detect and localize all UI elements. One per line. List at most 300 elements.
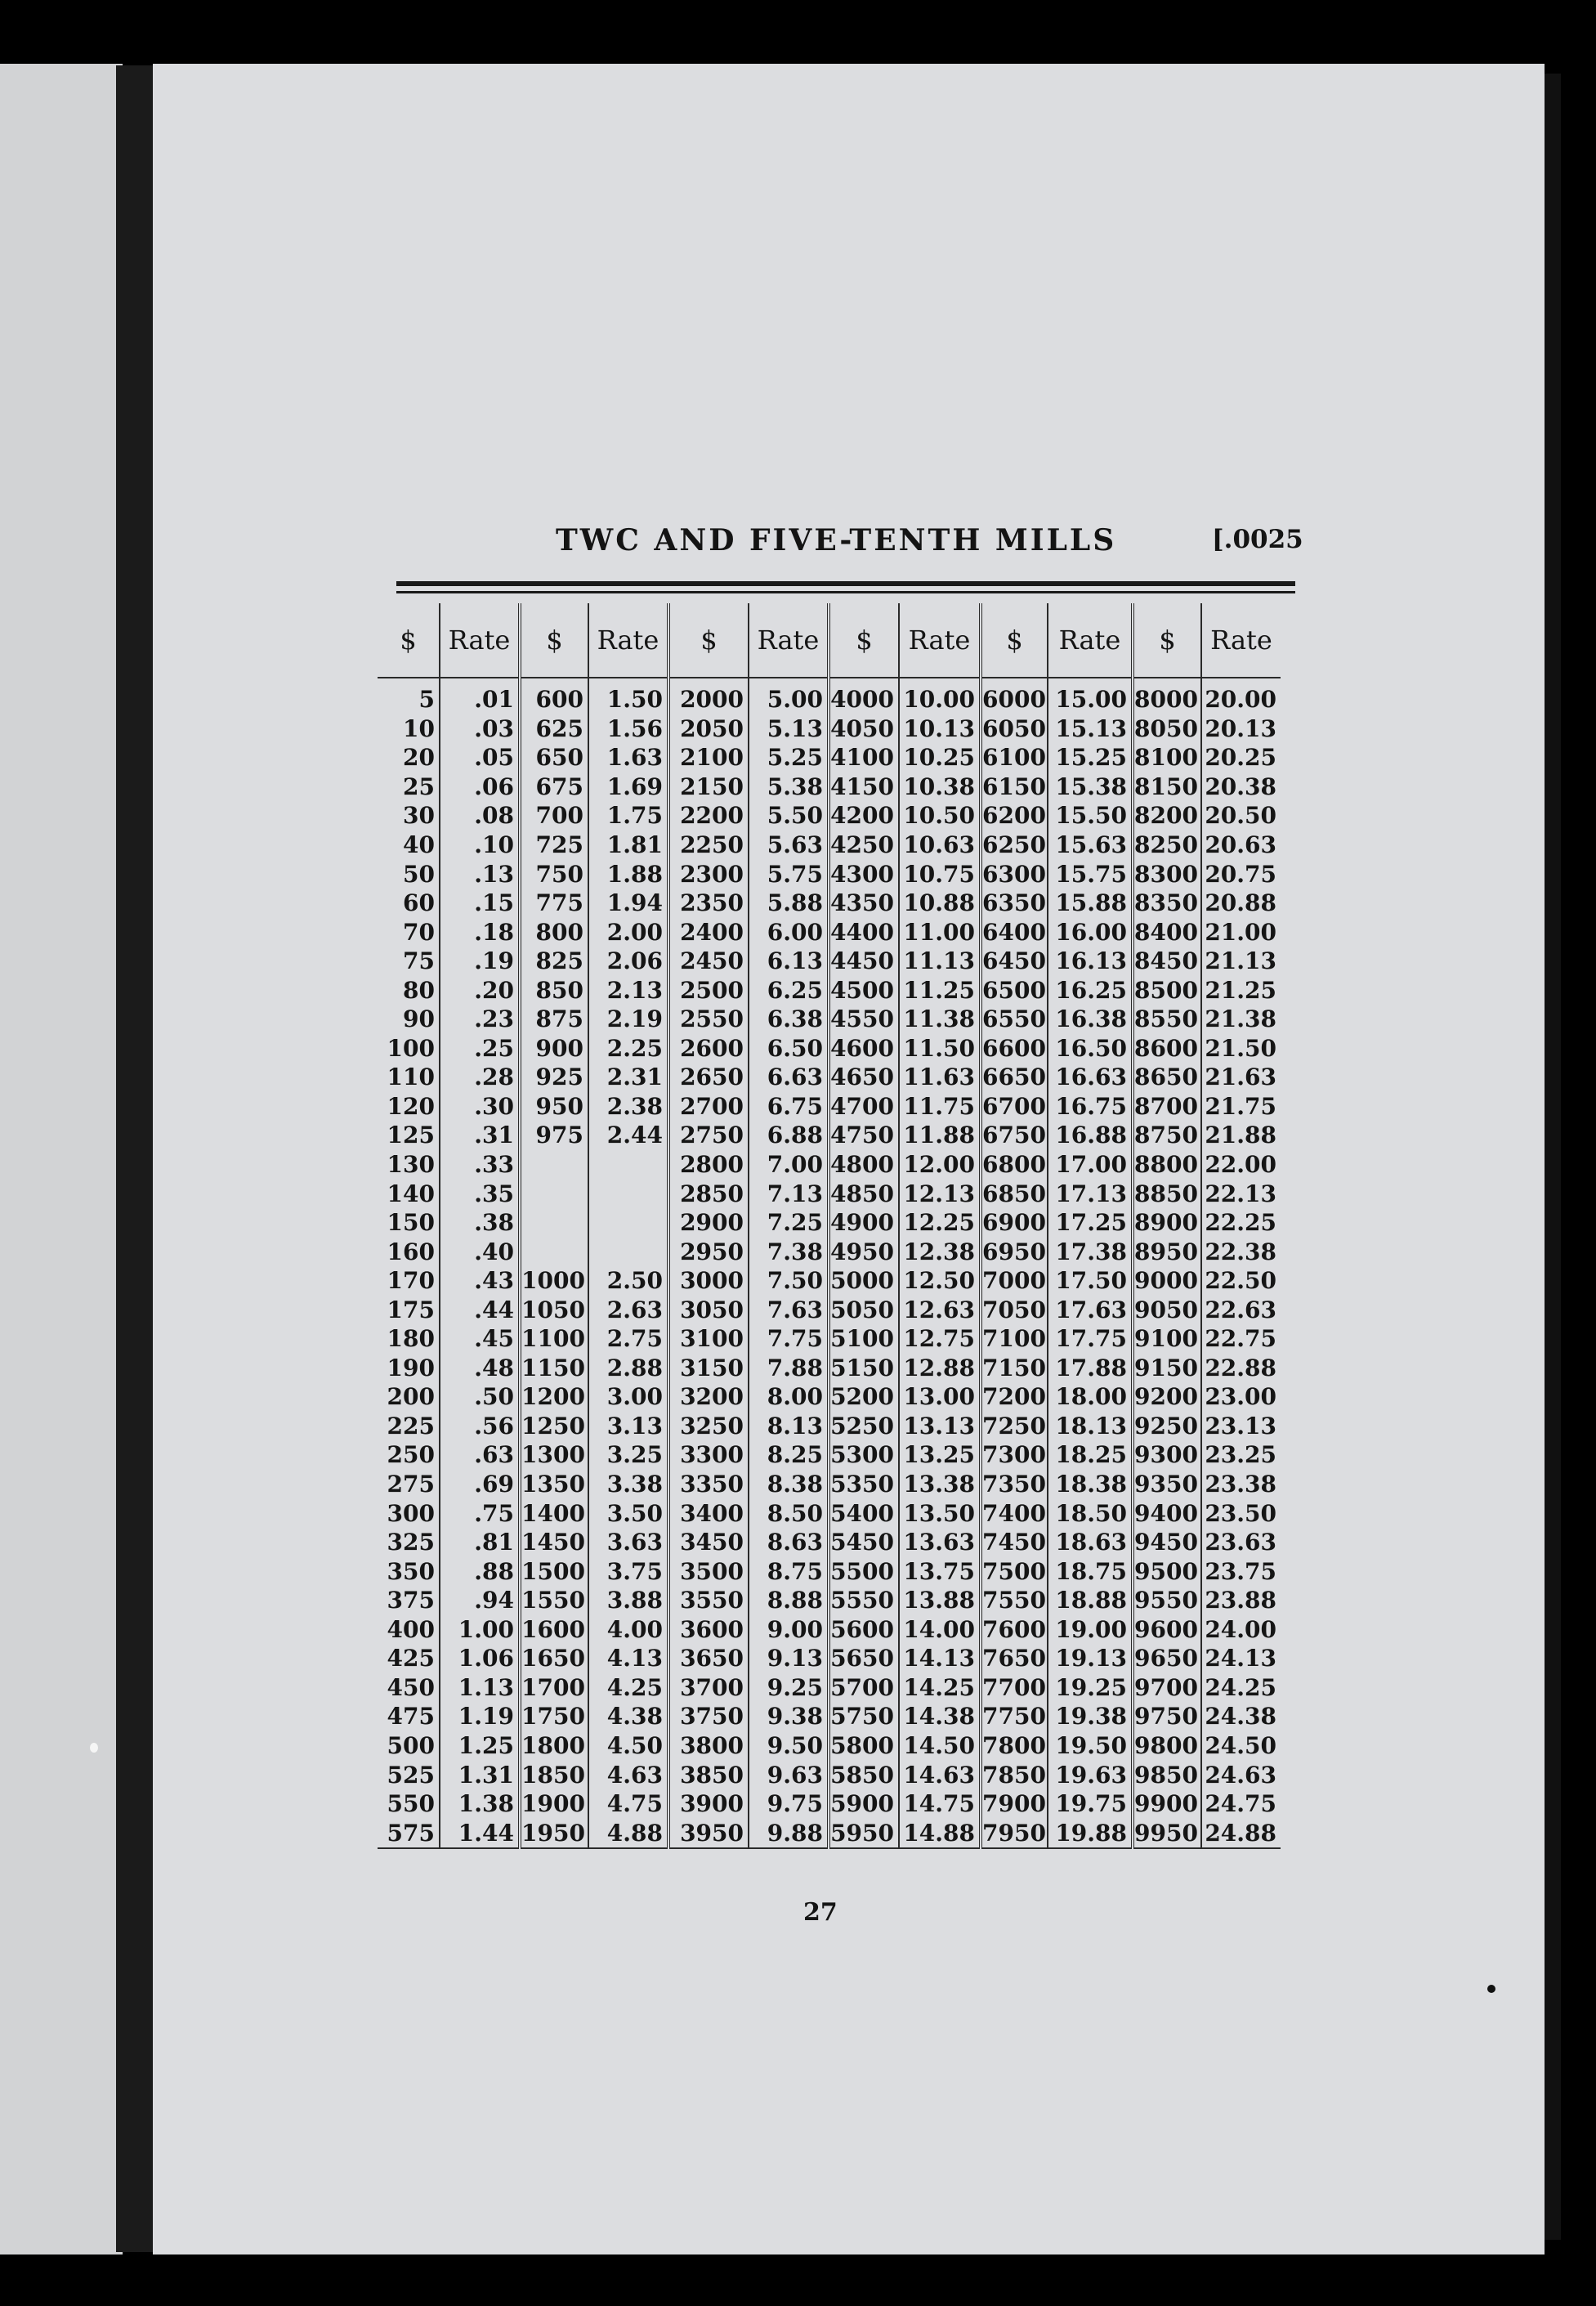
table-row	[378, 1092, 1281, 1122]
amount-cell: 3200	[668, 1382, 749, 1412]
rate-cell: 1.94	[588, 889, 668, 918]
amount-cell: 950	[520, 1092, 588, 1122]
rate-cell: 1.38	[440, 1789, 520, 1819]
amount-cell: 675	[520, 772, 588, 802]
table-row	[378, 1615, 1281, 1645]
rate-cell: 15.63	[1048, 831, 1133, 860]
amount-cell: 7450	[981, 1528, 1048, 1557]
amount-cell: 9500	[1133, 1556, 1201, 1586]
rate-cell: 22.63	[1201, 1295, 1281, 1324]
amount-cell: 6300	[981, 859, 1048, 889]
rate-cell: 12.63	[899, 1295, 981, 1324]
rate-cell: 8.50	[749, 1498, 829, 1528]
amount-cell: 120	[387, 1092, 435, 1120]
rate-cell: .05	[440, 743, 520, 772]
amount-cell: 6650	[981, 1063, 1048, 1092]
rate-cell: 17.50	[1048, 1266, 1133, 1296]
amount-cell: 2050	[668, 714, 749, 744]
rate-cell: 24.63	[1201, 1760, 1281, 1789]
amount-cell: 2250	[668, 831, 749, 860]
table-row	[378, 1528, 1281, 1557]
column-header-amount: $	[520, 603, 588, 678]
amount-cell: 9650	[1133, 1644, 1201, 1673]
amount-cell: 8250	[1133, 831, 1201, 860]
amount-cell: 80	[403, 976, 435, 1004]
amount-cell: 2450	[668, 947, 749, 976]
rate-cell: 8.13	[749, 1412, 829, 1441]
amount-cell: 1200	[520, 1382, 588, 1412]
rate-cell: 9.88	[749, 1818, 829, 1848]
rate-cell: .19	[440, 947, 520, 976]
amount-cell: 7500	[981, 1556, 1048, 1586]
rate-cell: 11.00	[899, 917, 981, 947]
amount-cell: 2500	[668, 975, 749, 1005]
amount-cell: 9800	[1133, 1731, 1201, 1761]
amount-cell: 6350	[981, 889, 1048, 918]
amount-cell: 5100	[829, 1324, 899, 1354]
amount-cell: 4150	[829, 772, 899, 802]
rate-cell: 9.25	[749, 1673, 829, 1703]
rate-cell: 17.13	[1048, 1179, 1133, 1208]
amount-cell: 9150	[1133, 1354, 1201, 1383]
rate-cell: 24.88	[1201, 1818, 1281, 1848]
rate-cell	[588, 1237, 668, 1266]
rate-cell: 5.50	[749, 801, 829, 831]
amount-cell: 200	[387, 1383, 435, 1411]
table-row	[378, 743, 1281, 772]
amount-cell: 1950	[520, 1818, 588, 1848]
rate-cell: 21.38	[1201, 1005, 1281, 1034]
dust-speck	[90, 1743, 98, 1753]
rate-cell: 13.75	[899, 1556, 981, 1586]
rate-cell: 6.88	[749, 1121, 829, 1150]
amount-cell: 110	[387, 1063, 435, 1091]
rate-cell: 16.75	[1048, 1092, 1133, 1122]
rate-cell: .63	[440, 1440, 520, 1470]
rate-cell: 23.13	[1201, 1412, 1281, 1441]
rate-cell: 22.88	[1201, 1354, 1281, 1383]
amount-cell: 6050	[981, 714, 1048, 744]
amount-cell: 475	[387, 1703, 435, 1731]
rate-cell: 3.38	[588, 1470, 668, 1499]
rate-cell: 13.88	[899, 1586, 981, 1615]
amount-cell: 4900	[829, 1208, 899, 1238]
amount-cell: 250	[387, 1441, 435, 1469]
rate-cell: 9.50	[749, 1731, 829, 1761]
rate-cell: 13.13	[899, 1412, 981, 1441]
amount-cell: 7650	[981, 1644, 1048, 1673]
amount-cell: 3000	[668, 1266, 749, 1296]
amount-cell: 3950	[668, 1818, 749, 1848]
rate-cell: 22.38	[1201, 1237, 1281, 1266]
rate-cell: 22.25	[1201, 1208, 1281, 1238]
amount-cell: 525	[387, 1761, 435, 1789]
amount-cell: 1900	[520, 1789, 588, 1819]
amount-cell: 800	[520, 917, 588, 947]
rate-cell: 12.88	[899, 1354, 981, 1383]
table-row	[378, 1470, 1281, 1499]
rate-cell: 19.50	[1048, 1731, 1133, 1761]
rate-cell: 19.38	[1048, 1702, 1133, 1731]
rate-cell: 2.00	[588, 917, 668, 947]
rate-cell: 17.38	[1048, 1237, 1133, 1266]
amount-cell: 180	[387, 1325, 435, 1353]
rate-cell: .06	[440, 772, 520, 802]
amount-cell: 4650	[829, 1063, 899, 1092]
amount-cell: 400	[387, 1615, 435, 1643]
rate-cell: .43	[440, 1266, 520, 1296]
rate-cell: 2.63	[588, 1295, 668, 1324]
amount-cell: 6750	[981, 1121, 1048, 1150]
rate-cell: 15.25	[1048, 743, 1133, 772]
amount-cell: 4400	[829, 917, 899, 947]
amount-cell: 7250	[981, 1412, 1048, 1441]
table-row	[378, 1179, 1281, 1208]
column-header-amount: $	[829, 603, 899, 678]
amount-cell: 350	[387, 1557, 435, 1585]
amount-cell: 5000	[829, 1266, 899, 1296]
table-row	[378, 1498, 1281, 1528]
rate-cell: 8.25	[749, 1440, 829, 1470]
rate-cell: 24.75	[1201, 1789, 1281, 1819]
table-row	[378, 1586, 1281, 1615]
rate-cell: 20.88	[1201, 889, 1281, 918]
amount-cell: 275	[387, 1471, 435, 1498]
rate-cell: 23.00	[1201, 1382, 1281, 1412]
amount-cell: 20	[403, 744, 435, 772]
rate-cell: .40	[440, 1237, 520, 1266]
rate-cell: 23.38	[1201, 1470, 1281, 1499]
rate-cell: 14.38	[899, 1702, 981, 1731]
amount-cell: 4850	[829, 1179, 899, 1208]
rate-cell: 2.06	[588, 947, 668, 976]
amount-cell: 4550	[829, 1005, 899, 1034]
amount-cell: 9100	[1133, 1324, 1201, 1354]
rate-cell: 18.88	[1048, 1586, 1133, 1615]
column-header-amount: $	[981, 603, 1048, 678]
rate-cell: 15.13	[1048, 714, 1133, 744]
amount-cell: 9700	[1133, 1673, 1201, 1703]
rate-cell: .15	[440, 889, 520, 918]
rate-cell: 12.25	[899, 1208, 981, 1238]
rate-cell: 16.25	[1048, 975, 1133, 1005]
amount-cell: 4350	[829, 889, 899, 918]
amount-cell: 3400	[668, 1498, 749, 1528]
table-row	[378, 1295, 1281, 1324]
amount-cell: 7700	[981, 1673, 1048, 1703]
rate-cell: 17.25	[1048, 1208, 1133, 1238]
table-row	[378, 714, 1281, 744]
rate-cell: 7.38	[749, 1237, 829, 1266]
table-body	[378, 678, 1281, 1848]
amount-cell: 7850	[981, 1760, 1048, 1789]
amount-cell: 9300	[1133, 1440, 1201, 1470]
rate-cell: 11.38	[899, 1005, 981, 1034]
amount-cell: 3250	[668, 1412, 749, 1441]
rate-cell: 8.88	[749, 1586, 829, 1615]
rate-cell: .33	[440, 1150, 520, 1180]
rate-cell: 5.13	[749, 714, 829, 744]
rate-cell: 20.00	[1201, 678, 1281, 714]
amount-cell: 700	[520, 801, 588, 831]
amount-cell: 2650	[668, 1063, 749, 1092]
rate-cell: 18.00	[1048, 1382, 1133, 1412]
rate-cell: .50	[440, 1382, 520, 1412]
column-header-rate: Rate	[749, 603, 829, 678]
amount-cell: 4750	[829, 1121, 899, 1150]
amount-cell: 90	[403, 1005, 435, 1033]
amount-cell: 2700	[668, 1092, 749, 1122]
rate-cell: 4.88	[588, 1818, 668, 1848]
table-row	[378, 1673, 1281, 1703]
rate-cell: 1.13	[440, 1673, 520, 1703]
amount-cell: 170	[387, 1267, 435, 1295]
rate-cell: 18.38	[1048, 1470, 1133, 1499]
rate-cell: .69	[440, 1470, 520, 1499]
rate-cell	[588, 1150, 668, 1180]
amount-cell: 9250	[1133, 1412, 1201, 1441]
rate-cell: .01	[440, 678, 520, 714]
amount-cell: 5850	[829, 1760, 899, 1789]
amount-cell: 1550	[520, 1586, 588, 1615]
amount-cell: 625	[520, 714, 588, 744]
amount-cell: 130	[387, 1151, 435, 1179]
rate-cell: 3.75	[588, 1556, 668, 1586]
amount-cell: 550	[387, 1790, 435, 1818]
amount-cell: 225	[387, 1412, 435, 1440]
amount-cell: 7150	[981, 1354, 1048, 1383]
rate-cell: 15.50	[1048, 801, 1133, 831]
amount-cell: 5050	[829, 1295, 899, 1324]
rate-cell: 19.75	[1048, 1789, 1133, 1819]
column-header-rate: Rate	[588, 603, 668, 678]
amount-cell: 6700	[981, 1092, 1048, 1122]
amount-cell: 190	[387, 1354, 435, 1381]
rate-cell: 12.50	[899, 1266, 981, 1296]
rate-cell: 14.63	[899, 1760, 981, 1789]
amount-cell	[520, 1237, 588, 1266]
rate-cell: 2.50	[588, 1266, 668, 1296]
amount-cell: 7000	[981, 1266, 1048, 1296]
rate-cell: 17.88	[1048, 1354, 1133, 1383]
rate-cell: 11.63	[899, 1063, 981, 1092]
amount-cell: 150	[387, 1209, 435, 1237]
rate-cell: 18.25	[1048, 1440, 1133, 1470]
amount-cell: 8500	[1133, 975, 1201, 1005]
rate-cell: .18	[440, 917, 520, 947]
amount-cell: 9200	[1133, 1382, 1201, 1412]
rate-cell: 14.50	[899, 1731, 981, 1761]
amount-cell: 9050	[1133, 1295, 1201, 1324]
rate-cell: 5.25	[749, 743, 829, 772]
amount-cell	[520, 1150, 588, 1180]
rate-cell: 5.88	[749, 889, 829, 918]
rate-cell: 10.38	[899, 772, 981, 802]
amount-cell: 2300	[668, 859, 749, 889]
amount-cell: 1650	[520, 1644, 588, 1673]
rate-cell: 16.88	[1048, 1121, 1133, 1150]
rate-cell: 1.56	[588, 714, 668, 744]
rate-cell: 3.13	[588, 1412, 668, 1441]
amount-cell: 4250	[829, 831, 899, 860]
amount-cell: 7400	[981, 1498, 1048, 1528]
rate-cell: 16.50	[1048, 1034, 1133, 1063]
rate-cell: .10	[440, 831, 520, 860]
amount-cell: 3300	[668, 1440, 749, 1470]
amount-cell: 7550	[981, 1586, 1048, 1615]
amount-cell: 7050	[981, 1295, 1048, 1324]
amount-cell: 4300	[829, 859, 899, 889]
amount-cell: 8600	[1133, 1034, 1201, 1063]
amount-cell: 2400	[668, 917, 749, 947]
amount-cell: 6500	[981, 975, 1048, 1005]
amount-cell: 8000	[1133, 678, 1201, 714]
rate-cell: 16.63	[1048, 1063, 1133, 1092]
rate-cell: 11.50	[899, 1034, 981, 1063]
table-row	[378, 917, 1281, 947]
amount-cell: 160	[387, 1238, 435, 1265]
amount-cell: 7750	[981, 1702, 1048, 1731]
rate-cell: .88	[440, 1556, 520, 1586]
amount-cell: 2600	[668, 1034, 749, 1063]
rate-cell: 17.75	[1048, 1324, 1133, 1354]
amount-cell: 5300	[829, 1440, 899, 1470]
rate-cell: 18.75	[1048, 1556, 1133, 1586]
table-row	[378, 1354, 1281, 1383]
rate-cell: 2.88	[588, 1354, 668, 1383]
amount-cell: 650	[520, 743, 588, 772]
amount-cell: 7200	[981, 1382, 1048, 1412]
rate-cell: .23	[440, 1005, 520, 1034]
amount-cell: 6400	[981, 917, 1048, 947]
rate-cell: 18.13	[1048, 1412, 1133, 1441]
table-row	[378, 947, 1281, 976]
amount-cell: 6550	[981, 1005, 1048, 1034]
rate-cell: 21.00	[1201, 917, 1281, 947]
amount-cell: 5150	[829, 1354, 899, 1383]
table-row	[378, 1731, 1281, 1761]
rate-cell: .08	[440, 801, 520, 831]
amount-cell: 175	[387, 1296, 435, 1323]
rate-cell: 21.25	[1201, 975, 1281, 1005]
rate-cell: 20.13	[1201, 714, 1281, 744]
rate-cell: 10.63	[899, 831, 981, 860]
rate-cell: 6.75	[749, 1092, 829, 1122]
amount-cell: 2800	[668, 1150, 749, 1180]
amount-cell: 600	[520, 678, 588, 714]
rate-cell: 14.00	[899, 1615, 981, 1645]
amount-cell: 3750	[668, 1702, 749, 1731]
rate-cell: 1.31	[440, 1760, 520, 1789]
rate-cell: 14.25	[899, 1673, 981, 1703]
rate-cell: 21.13	[1201, 947, 1281, 976]
amount-cell: 575	[378, 1818, 440, 1848]
amount-cell: 3650	[668, 1644, 749, 1673]
amount-cell: 5350	[829, 1470, 899, 1499]
amount-cell: 4050	[829, 714, 899, 744]
amount-cell: 500	[387, 1731, 435, 1759]
rate-table	[378, 603, 1281, 1849]
amount-cell: 6450	[981, 947, 1048, 976]
amount-cell: 1750	[520, 1702, 588, 1731]
rate-cell: 3.00	[588, 1382, 668, 1412]
header-rule-thick	[396, 581, 1295, 586]
amount-cell: 3700	[668, 1673, 749, 1703]
rate-cell: 10.88	[899, 889, 981, 918]
amount-cell: 8300	[1133, 859, 1201, 889]
facing-page-edge	[0, 64, 123, 2255]
amount-cell: 7350	[981, 1470, 1048, 1499]
amount-cell: 50	[403, 860, 435, 888]
amount-cell: 7300	[981, 1440, 1048, 1470]
rate-cell: 3.88	[588, 1586, 668, 1615]
rate-cell: 21.75	[1201, 1092, 1281, 1122]
rate-cell: 7.25	[749, 1208, 829, 1238]
rate-cell	[588, 1179, 668, 1208]
rate-cell: .38	[440, 1208, 520, 1238]
table-row	[378, 1789, 1281, 1819]
rate-cell: 6.63	[749, 1063, 829, 1092]
amount-cell: 8100	[1133, 743, 1201, 772]
rate-cell: 21.88	[1201, 1121, 1281, 1150]
amount-cell: 2150	[668, 772, 749, 802]
amount-cell: 25	[403, 772, 435, 800]
table-row	[378, 831, 1281, 860]
amount-cell: 6250	[981, 831, 1048, 860]
amount-cell: 100	[387, 1034, 435, 1062]
table-row	[378, 1150, 1281, 1180]
rate-cell: 8.38	[749, 1470, 829, 1499]
amount-cell: 5450	[829, 1528, 899, 1557]
amount-cell: 2100	[668, 743, 749, 772]
amount-cell: 8650	[1133, 1063, 1201, 1092]
table-row	[378, 678, 1281, 714]
rate-cell: 11.88	[899, 1121, 981, 1150]
table-row	[378, 975, 1281, 1005]
rate-cell: 13.50	[899, 1498, 981, 1528]
amount-cell: 2950	[668, 1237, 749, 1266]
amount-cell: 450	[387, 1673, 435, 1701]
amount-cell: 825	[520, 947, 588, 976]
rate-cell: 19.63	[1048, 1760, 1133, 1789]
table-row	[378, 1208, 1281, 1238]
rate-cell: 1.69	[588, 772, 668, 802]
amount-cell: 8350	[1133, 889, 1201, 918]
amount-cell: 1450	[520, 1528, 588, 1557]
rate-cell: 21.63	[1201, 1063, 1281, 1092]
amount-cell: 5700	[829, 1673, 899, 1703]
amount-cell: 6000	[981, 678, 1048, 714]
rate-cell: 17.00	[1048, 1150, 1133, 1180]
rate-cell	[588, 1208, 668, 1238]
rate-cell: .25	[440, 1034, 520, 1063]
amount-cell: 9950	[1133, 1818, 1201, 1848]
amount-cell: 8550	[1133, 1005, 1201, 1034]
rate-cell: 7.88	[749, 1354, 829, 1383]
table-row	[378, 1412, 1281, 1441]
header-rule-thin	[396, 591, 1295, 593]
rate-cell: 4.63	[588, 1760, 668, 1789]
amount-cell: 1350	[520, 1470, 588, 1499]
rate-cell: 15.00	[1048, 678, 1133, 714]
amount-cell: 40	[403, 831, 435, 858]
rate-cell: 7.63	[749, 1295, 829, 1324]
table-header-row	[378, 603, 1281, 678]
rate-cell: 4.38	[588, 1702, 668, 1731]
amount-cell: 7950	[981, 1818, 1048, 1848]
page-title: TWC AND FIVE-TENTH MILLS	[556, 523, 1117, 557]
rate-cell: 24.13	[1201, 1644, 1281, 1673]
